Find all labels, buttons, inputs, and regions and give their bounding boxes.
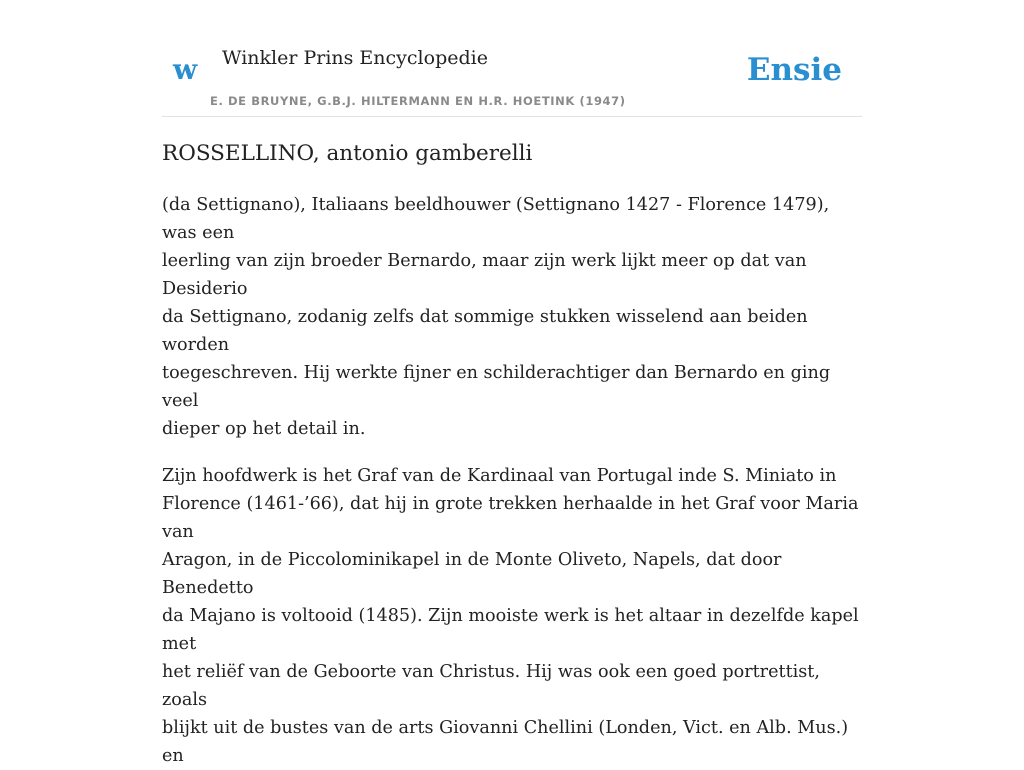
article-content: [162, 138, 862, 770]
winkler-prins-logo[interactable]: w: [173, 53, 198, 86]
article-paragraph: (da Settignano), Italiaans beeldhouwer (Settignano 1427 - Florence 1479), was een leerling van zijn broeder Bernardo, maar zijn werk lijkt meer op dat van Desiderio da Settignano, zodanig zelfs dat sommige stukken wisselend aan beiden worden toegeschreven. Hij werkte fijner en schilderachtiger dan Bernardo en ging veel dieper op het detail in.: [162, 195, 831, 439]
article-title: ROSSELLINO, antonio gamberelli: [162, 141, 533, 166]
source-header: [162, 0, 862, 117]
source-title[interactable]: Winkler Prins Encyclopedie: [222, 47, 488, 69]
article-paragraph: Zijn hoofdwerk is het Graf van de Kardinaal van Portugal inde S. Miniato in Florence (1461-’66), dat hij in grote trekken herhaalde in het Graf voor Maria van Aragon, in de Piccolominikapel in de Monte Oliveto, Napels, dat door Benedetto da Majano is voltooid (1485). Zijn mooiste werk is het altaar in dezelfde kapel met het reliëf van de Geboorte van Christus. Hij was ook een goed portrettist, zoals blijkt uit de bustes van de arts Giovanni Chellini (Londen, Vict. en Alb. Mus.) en: [162, 466, 859, 766]
source-authors: E. DE BRUYNE, G.B.J. HILTERMANN EN H.R. HOETINK (1947): [210, 94, 626, 108]
ensie-brand-link[interactable]: Ensie: [746, 52, 842, 88]
